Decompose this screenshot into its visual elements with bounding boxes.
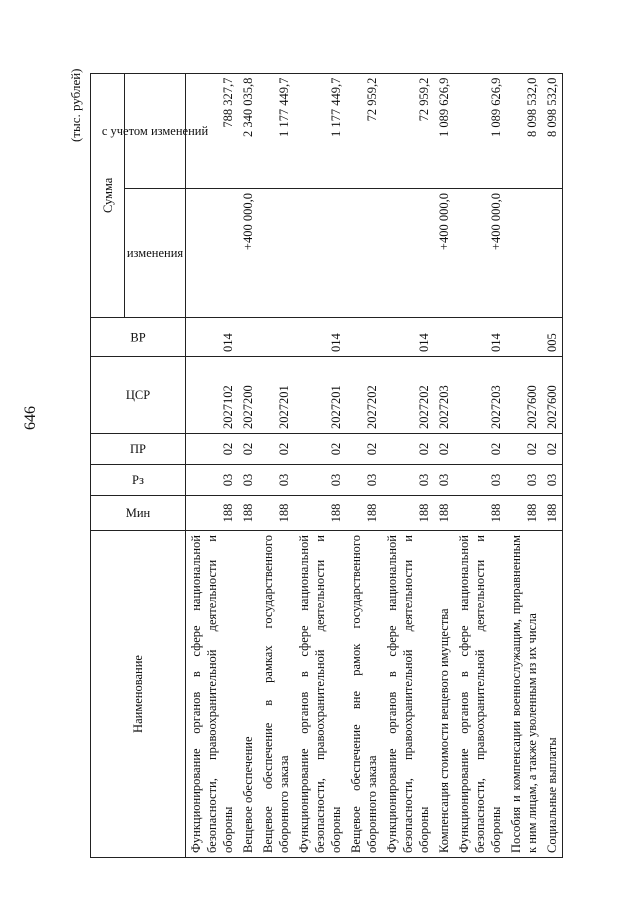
cell-rz: 03 [454, 465, 506, 496]
cell-rz: 03 [238, 465, 258, 496]
cell-name: Вещевое обеспечение [238, 531, 258, 858]
table-row [506, 73, 542, 857]
cell-pr: 02 [258, 434, 294, 465]
unit-note: (тыс. рублей) [68, 68, 83, 142]
table-row [346, 73, 382, 857]
cell-total: 72 959,2 [382, 73, 434, 188]
cell-name: Компенсация стоимости вещевого имущества [434, 531, 454, 858]
cell-total: 8 098 532,0 [542, 73, 563, 188]
header-changes [125, 189, 186, 318]
table-row [454, 73, 506, 857]
cell-name: Функционирование органов в сфере национальной безопасности, правоохранительной деятельности и обороны [382, 531, 434, 858]
budget-table [90, 73, 563, 858]
cell-rz: 03 [346, 465, 382, 496]
cell-change [506, 189, 542, 318]
cell-rz: 03 [186, 465, 239, 496]
cell-min: 188 [294, 496, 346, 531]
cell-name: Функционирование органов в сфере национальной безопасности, правоохранительной деятельности и обороны [454, 531, 506, 858]
cell-name: Функционирование органов в сфере национальной безопасности, правоохранительной деятельности и обороны [294, 531, 346, 858]
cell-total: 788 327,7 [186, 73, 239, 188]
cell-csr: 2027203 [454, 357, 506, 434]
cell-vr: 014 [294, 318, 346, 357]
cell-min: 188 [186, 496, 239, 531]
cell-pr: 02 [186, 434, 239, 465]
cell-vr: 014 [454, 318, 506, 357]
cell-vr [238, 318, 258, 357]
table-row [434, 73, 454, 857]
cell-pr: 02 [346, 434, 382, 465]
cell-rz: 03 [258, 465, 294, 496]
header-pr-label: ПР [130, 442, 146, 457]
cell-csr: 2027600 [542, 357, 563, 434]
cell-name: Пособия и компенсации военнослужащим, приравненным к ним лицам, а также уволенным из их числа [506, 531, 542, 858]
cell-change: +400 000,0 [238, 189, 258, 318]
cell-change: +400 000,0 [454, 189, 506, 318]
cell-change [294, 189, 346, 318]
cell-total: 1 089 626,9 [454, 73, 506, 188]
table-row [294, 73, 346, 857]
cell-vr [258, 318, 294, 357]
cell-pr: 02 [542, 434, 563, 465]
cell-change [542, 189, 563, 318]
table-row [542, 73, 563, 857]
header-rz [91, 465, 186, 496]
cell-total: 2 340 035,8 [238, 73, 258, 188]
cell-change [186, 189, 239, 318]
header-vr [91, 318, 186, 357]
cell-min: 188 [454, 496, 506, 531]
header-sum: Сумма [91, 73, 125, 317]
header-name: Наименование [91, 531, 186, 858]
cell-rz: 03 [542, 465, 563, 496]
cell-pr: 02 [434, 434, 454, 465]
cell-total: 72 959,2 [346, 73, 382, 188]
cell-vr [434, 318, 454, 357]
cell-change [382, 189, 434, 318]
cell-rz: 03 [294, 465, 346, 496]
table-row [238, 73, 258, 857]
cell-pr: 02 [382, 434, 434, 465]
cell-csr: 2027200 [238, 357, 258, 434]
cell-csr: 2027201 [258, 357, 294, 434]
cell-name: Социальные выплаты [542, 531, 563, 858]
cell-total: 8 098 532,0 [506, 73, 542, 188]
cell-min: 188 [258, 496, 294, 531]
header-csr [91, 357, 186, 434]
cell-rz: 03 [434, 465, 454, 496]
header-changes-label: изменения [126, 246, 184, 260]
cell-pr: 02 [506, 434, 542, 465]
table-header [91, 73, 209, 857]
table-row [258, 73, 294, 857]
cell-name: Функционирование органов в сфере национальной безопасности, правоохранительной деятельности и обороны [186, 531, 239, 858]
cell-csr: 2027202 [346, 357, 382, 434]
cell-pr: 02 [238, 434, 258, 465]
cell-pr: 02 [454, 434, 506, 465]
header-min-label: Мин [125, 506, 151, 520]
cell-csr: 2027600 [506, 357, 542, 434]
cell-total: 1 089 626,9 [434, 73, 454, 188]
cell-name: Вещевое обеспечение вне рамок государственного оборонного заказа [346, 531, 382, 858]
header-min [91, 496, 186, 531]
cell-vr: 014 [186, 318, 239, 357]
cell-csr: 2027102 [186, 357, 239, 434]
cell-min: 188 [434, 496, 454, 531]
cell-min: 188 [238, 496, 258, 531]
cell-change: +400 000,0 [434, 189, 454, 318]
cell-vr [346, 318, 382, 357]
cell-name: Вещевое обеспечение в рамках государственного оборонного заказа [258, 531, 294, 858]
cell-total: 1 177 449,7 [294, 73, 346, 188]
header-pr [91, 434, 186, 465]
cell-min: 188 [542, 496, 563, 531]
header-with-changes-label: с учетом изменений [101, 123, 209, 138]
cell-vr [506, 318, 542, 357]
cell-rz: 03 [506, 465, 542, 496]
header-with-changes [101, 73, 209, 188]
cell-pr: 02 [294, 434, 346, 465]
cell-rz: 03 [382, 465, 434, 496]
cell-min: 188 [506, 496, 542, 531]
cell-change [258, 189, 294, 318]
header-rz-label: Рз [132, 473, 144, 488]
page-number: 646 [22, 406, 39, 430]
table-row [382, 73, 434, 857]
header-vr-label: ВР [130, 330, 146, 345]
cell-vr: 005 [542, 318, 563, 357]
cell-min: 188 [382, 496, 434, 531]
cell-change [346, 189, 382, 318]
cell-total: 1 177 449,7 [258, 73, 294, 188]
cell-vr: 014 [382, 318, 434, 357]
cell-min: 188 [346, 496, 382, 531]
table-row [186, 73, 239, 857]
cell-csr: 2027202 [382, 357, 434, 434]
cell-csr: 2027203 [434, 357, 454, 434]
header-csr-label: ЦСР [125, 388, 151, 403]
cell-csr: 2027201 [294, 357, 346, 434]
